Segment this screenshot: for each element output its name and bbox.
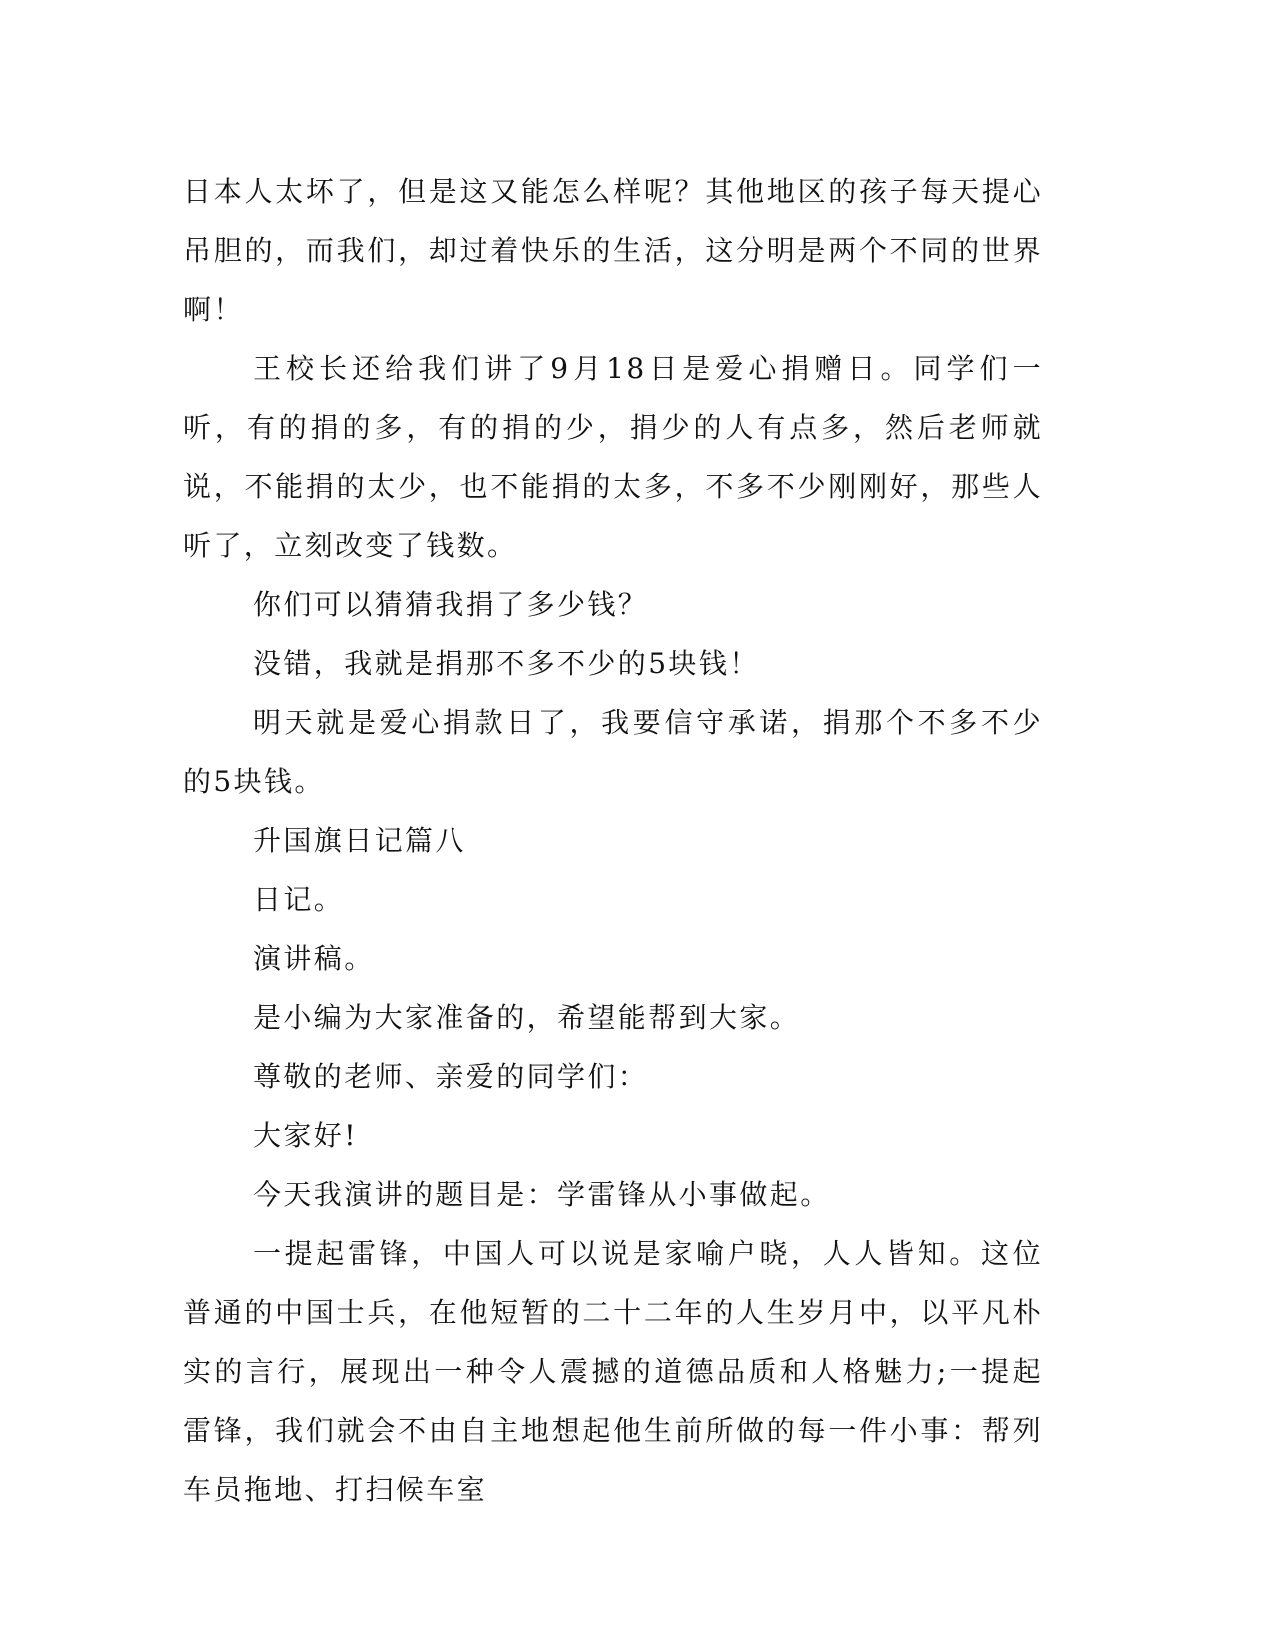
section-heading: 升国旗日记篇八 [253, 824, 466, 857]
paragraph: 明天就是爱心捐款日了，我要信守承诺，捐那个不多不少的5块钱。 [183, 706, 1043, 798]
paragraph: 演讲稿。 [253, 942, 375, 975]
greeting: 大家好! [253, 1119, 358, 1152]
paragraph: 王校长还给我们讲了9月18日是爱心捐赠日。同学们一听，有的捐的多，有的捐的少，捐少的人有点多，然后老师就说，不能捐的太少，也不能捐的太多，不多不少刚刚好，那些人听了，立刻改变了钱数。 [183, 352, 1043, 562]
paragraph: 日记。 [253, 883, 345, 916]
document-body [183, 162, 1043, 1519]
paragraph: 没错，我就是捐那不多不少的5块钱！ [253, 647, 760, 680]
paragraph: 是小编为大家准备的，希望能帮到大家。 [253, 1001, 801, 1034]
paragraph: 你们可以猜猜我捐了多少钱？ [253, 588, 649, 621]
salutation: 尊敬的老师、亲爱的同学们： [253, 1060, 649, 1093]
paragraph: 一提起雷锋，中国人可以说是家喻户晓，人人皆知。这位普通的中国士兵，在他短暂的二十二年的人生岁月中，以平凡朴实的言行，展现出一种令人震撼的道德品质和人格魅力;一提起雷锋，我们就会不由自主地想起他生前所做的每一件小事：帮列车员拖地、打扫候车室 [183, 1237, 1043, 1506]
paragraph: 日本人太坏了，但是这又能怎么样呢？其他地区的孩子每天提心吊胆的，而我们，却过着快乐的生活，这分明是两个不同的世界啊！ [183, 175, 1043, 326]
paragraph: 今天我演讲的题目是：学雷锋从小事做起。 [253, 1178, 831, 1211]
